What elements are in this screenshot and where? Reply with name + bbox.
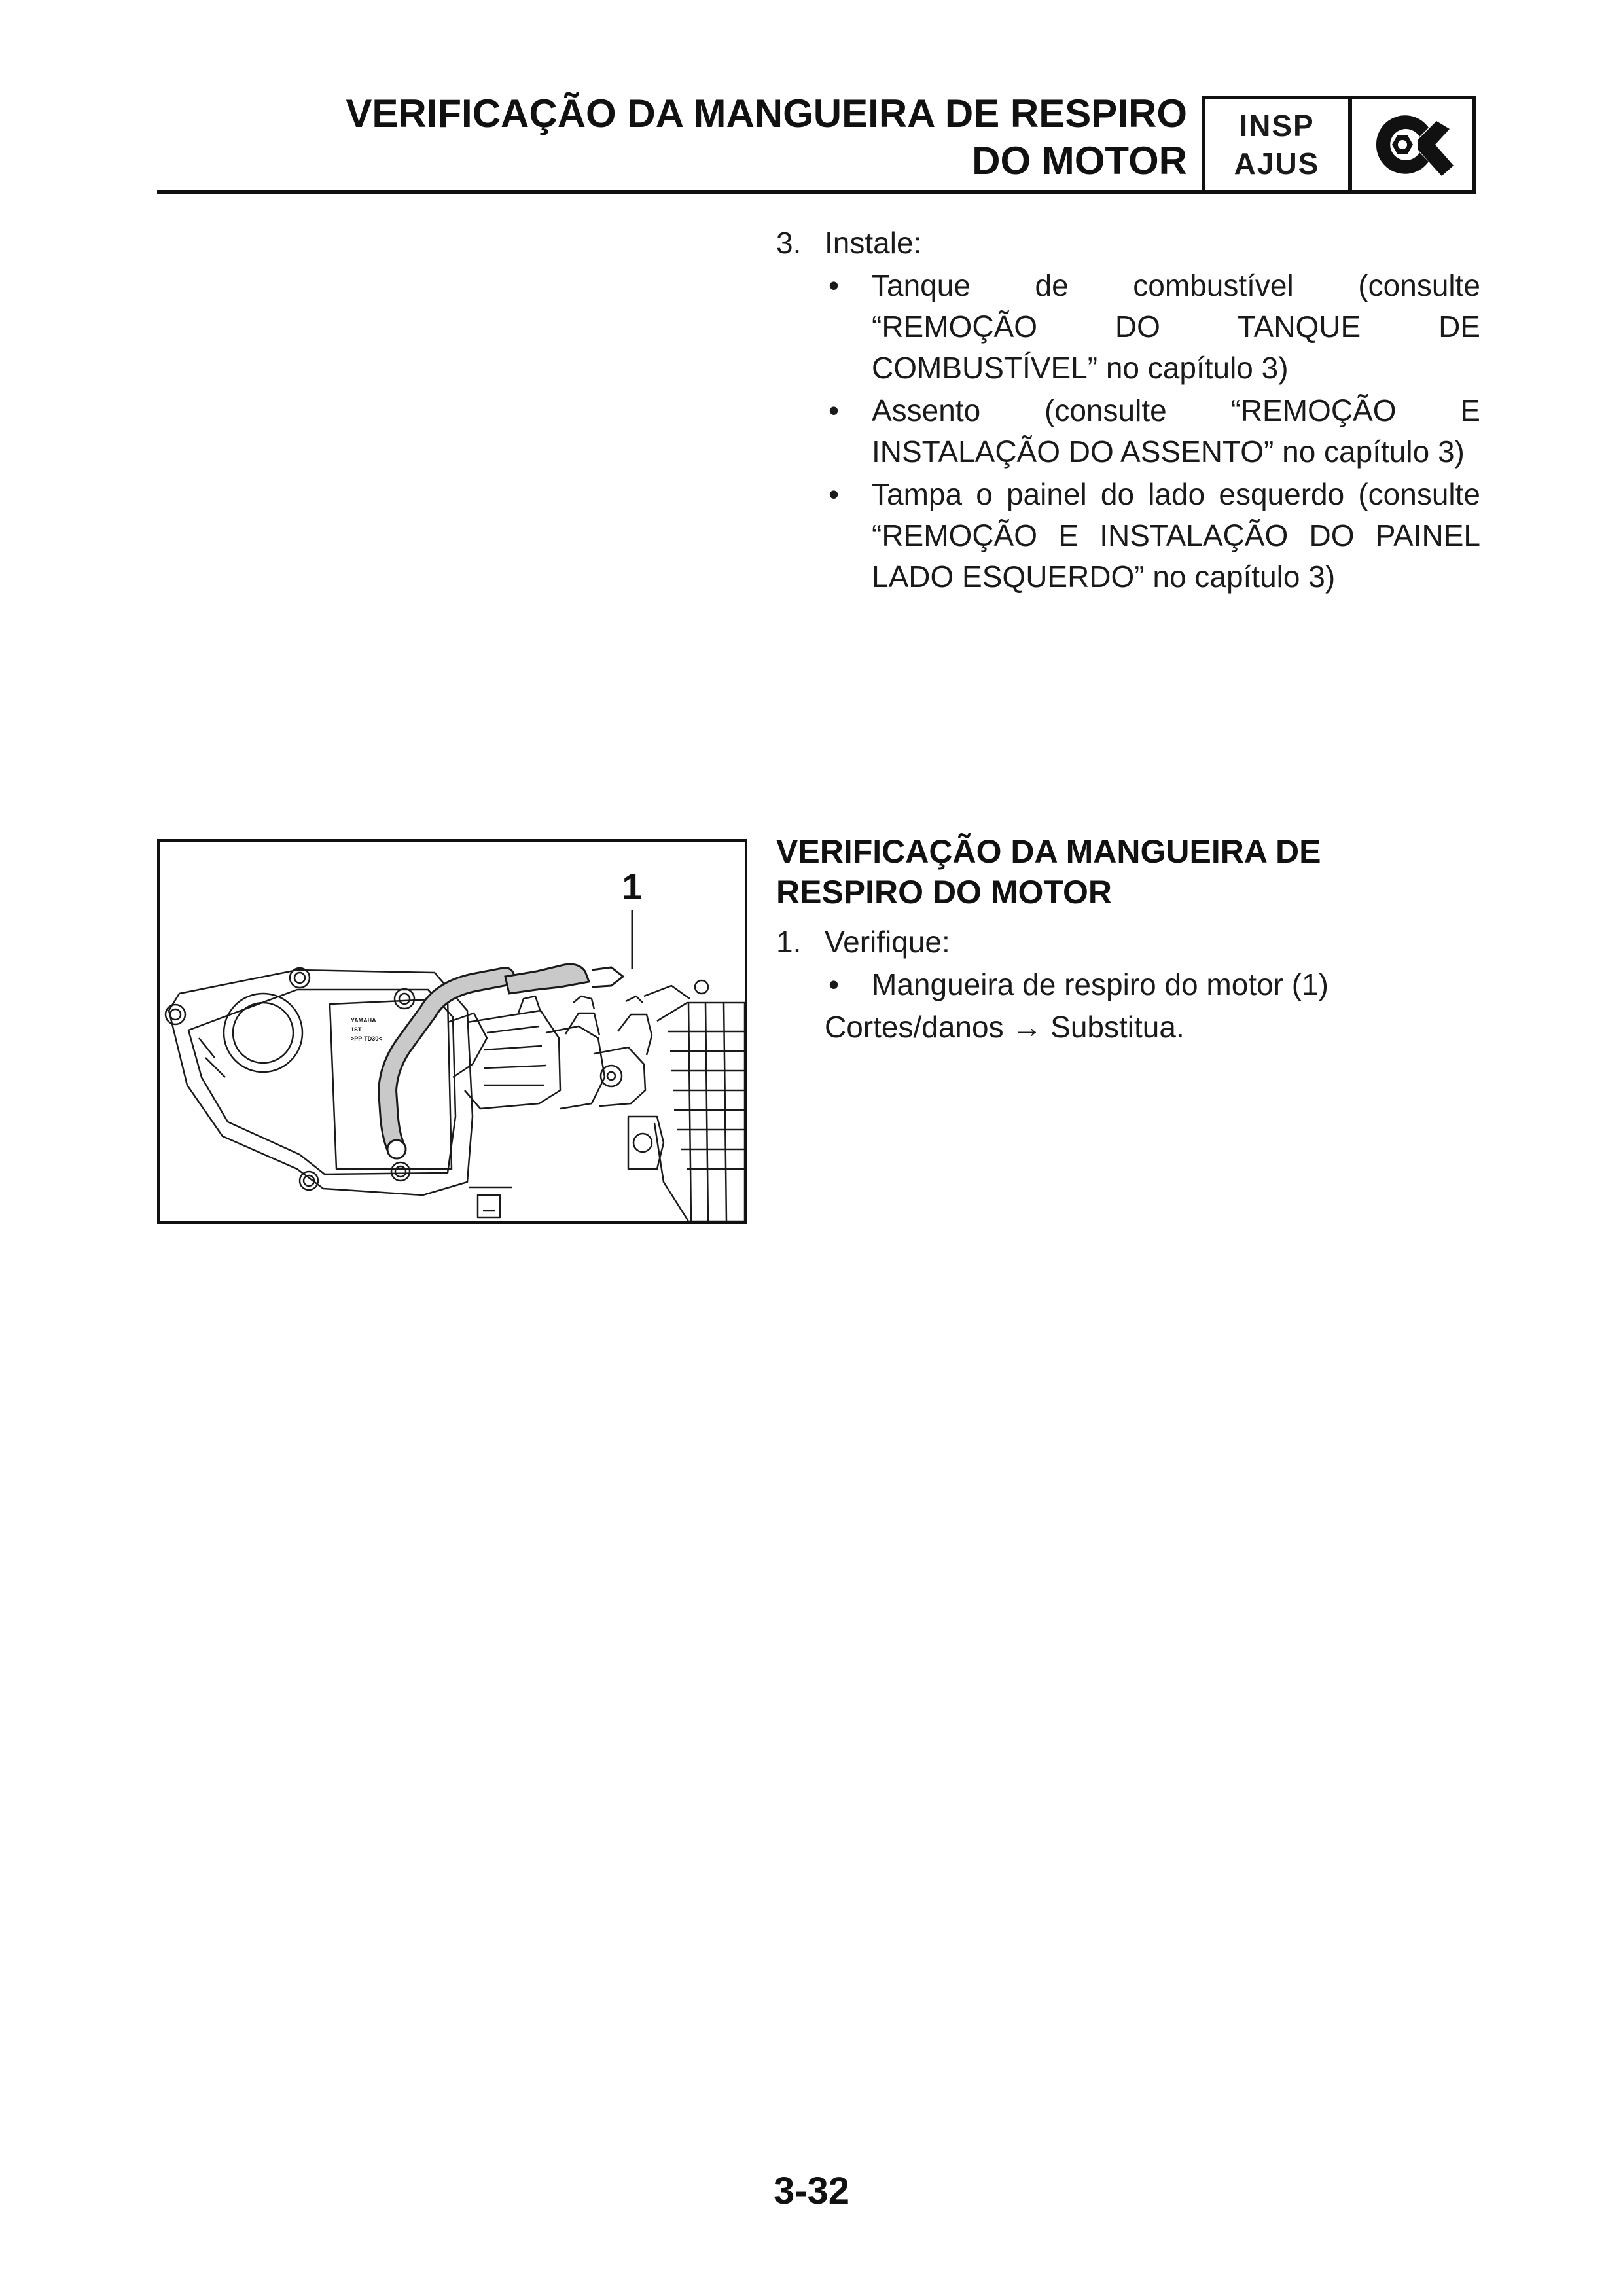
breather-hose	[387, 964, 623, 1158]
wrench-inspection-icon	[1363, 105, 1461, 184]
header-rule	[157, 190, 1476, 194]
callout-number: 1	[622, 866, 643, 907]
list-item	[776, 964, 1480, 1005]
check-step	[776, 922, 1480, 963]
page-title-line-2: DO MOTOR	[972, 139, 1187, 183]
case-label-line-1: YAMAHA	[351, 1017, 376, 1024]
badge-line-2: AJUS	[1234, 147, 1320, 181]
engine-breather-hose-illustration	[157, 839, 747, 1224]
step-label: Verifique:	[825, 925, 950, 959]
step-number: 3.	[776, 226, 802, 260]
bullet-marker: •	[829, 393, 840, 427]
badge-line-1: INSP	[1239, 109, 1315, 143]
install-step	[776, 223, 1480, 264]
bullet-marker: •	[829, 967, 840, 1001]
section-badge	[1202, 96, 1476, 194]
install-instructions	[776, 223, 1480, 598]
step-number: 1.	[776, 925, 802, 959]
case-label-line-3: >PP-TD30<	[351, 1035, 382, 1042]
page-title	[205, 90, 1187, 185]
bullet-marker: •	[829, 477, 840, 511]
list-item-text: Tampa o painel do lado esquerdo (consulte “REMOÇÃO E INSTALAÇÃO DO PAINEL LADO ESQUERDO” no capítulo 3)	[872, 477, 1480, 594]
section-heading-line-1: VERIFICAÇÃO DA MANGUEIRA DE	[776, 833, 1321, 870]
bullet-marker: •	[829, 268, 840, 302]
list-item-text: Assento (consulte “REMOÇÃO E INSTALAÇÃO DO ASSENTO” no capítulo 3)	[872, 393, 1480, 469]
section-heading	[776, 831, 1480, 912]
list-item	[776, 265, 1480, 389]
breather-hose-section	[776, 831, 1480, 1048]
list-item-text: Mangueira de respiro do motor (1)	[872, 967, 1329, 1001]
list-item-text: Tanque de combustível (consulte “REMOÇÃO DO TANQUE DE COMBUSTÍVEL” no capítulo 3)	[872, 268, 1480, 385]
section-heading-line-2: RESPIRO DO MOTOR	[776, 874, 1113, 910]
step-label: Instale:	[825, 226, 922, 260]
case-label-line-2: 1ST	[351, 1026, 362, 1033]
result-text: Cortes/danos → Substitua.	[825, 1010, 1185, 1044]
page-title-line-1: VERIFICAÇÃO DA MANGUEIRA DE RESPIRO	[346, 92, 1187, 135]
list-item	[776, 390, 1480, 473]
list-item	[776, 474, 1480, 598]
page-number: 3-32	[773, 2170, 850, 2212]
